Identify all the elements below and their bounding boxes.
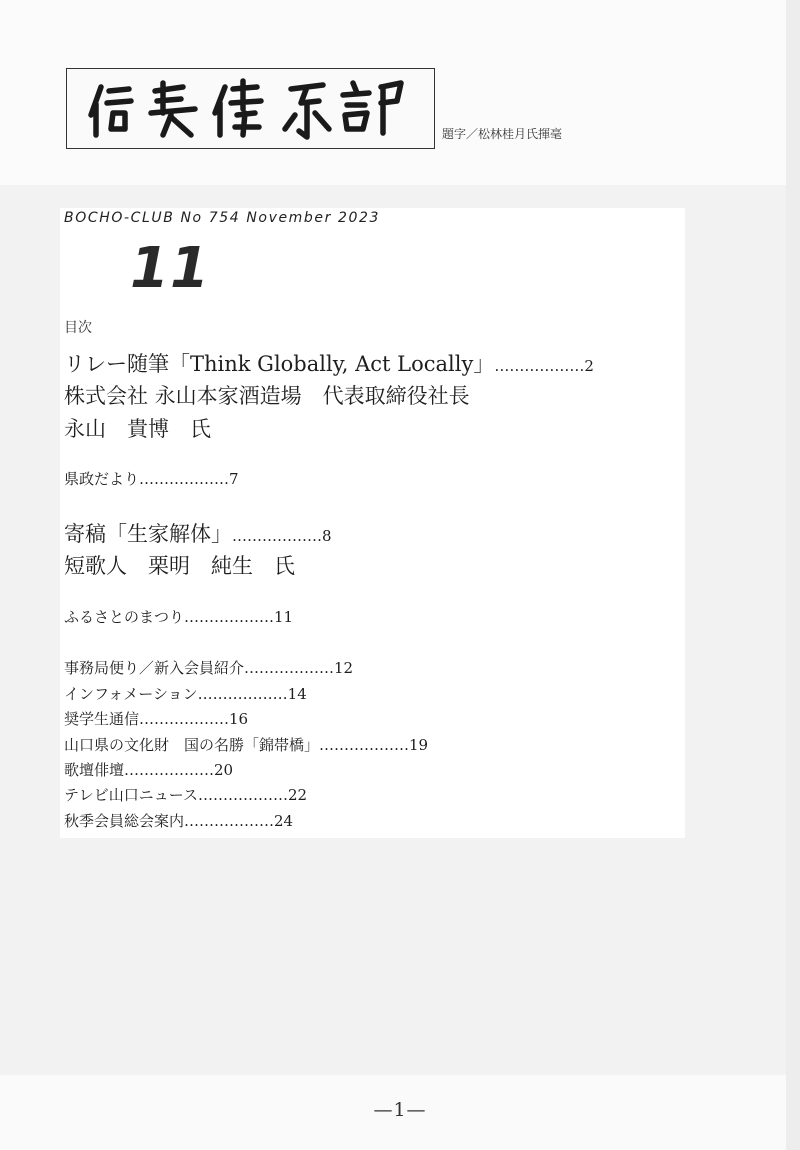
- toc-page-number: 12: [334, 659, 354, 677]
- toc-entry-title: 歌壇俳壇: [64, 761, 125, 779]
- toc-entry-title: 奨学生通信: [64, 710, 140, 728]
- toc-leader: ………………: [197, 786, 288, 804]
- toc-entry-title: ふるさとのまつり: [64, 608, 185, 626]
- contents-heading: 目次: [64, 320, 92, 336]
- toc-entry[interactable]: [64, 657, 353, 678]
- toc-page-number: 2: [584, 357, 594, 375]
- toc-entry-prefecture-news[interactable]: [64, 468, 239, 489]
- issue-info: BOCHO-CLUB No 754 November 2023: [64, 210, 381, 226]
- calligraphy-logo-image: [67, 69, 436, 150]
- toc-entry-festival[interactable]: [64, 606, 293, 627]
- toc-entry-title: 県政だより: [64, 470, 140, 488]
- toc-page-number: 7: [229, 470, 239, 488]
- toc-essay-affiliation: 株式会社 永山本家酒造場 代表取締役社長: [64, 384, 470, 408]
- toc-entry-title: リレー随筆「Think Globally, Act Locally」: [64, 352, 495, 376]
- title-credit: 題字／松林桂月氏揮毫: [442, 127, 563, 141]
- toc-entry-essay[interactable]: [64, 348, 594, 378]
- toc-entry-title: 山口県の文化財 国の名勝「錦帯橋」: [64, 736, 320, 754]
- toc-entry-title: 事務局便り／新入会員紹介: [64, 659, 245, 677]
- toc-entry-title: インフォメーション: [64, 685, 198, 703]
- toc-page-number: 19: [409, 736, 429, 754]
- toc-essay-author: 永山 貴博 氏: [64, 417, 211, 441]
- title-logo: [66, 68, 435, 149]
- toc-entry[interactable]: [64, 708, 248, 729]
- toc-entry[interactable]: [64, 810, 293, 831]
- toc-entry-contribution[interactable]: [64, 518, 332, 548]
- toc-leader: ………………: [197, 685, 288, 703]
- toc-page-number: 22: [287, 786, 308, 804]
- issue-month-number: 11: [130, 236, 210, 301]
- toc-entry-title: 秋季会員総会案内: [64, 812, 185, 830]
- toc-entry-title: テレビ山口ニュース: [64, 786, 198, 804]
- toc-entry-title: 寄稿「生家解体」: [64, 522, 232, 546]
- toc-leader: ………………: [139, 710, 230, 728]
- toc-leader: ………………: [184, 608, 275, 626]
- toc-page-number: 8: [322, 527, 332, 545]
- toc-page-number: 20: [214, 761, 234, 779]
- toc-page-number: 11: [274, 608, 294, 626]
- page-edge: [786, 0, 800, 1150]
- toc-entry[interactable]: [64, 784, 307, 805]
- toc-leader: ………………: [124, 761, 215, 779]
- toc-leader: ………………: [184, 812, 275, 830]
- toc-entry[interactable]: [64, 759, 233, 780]
- toc-contribution-author: 短歌人 栗明 純生 氏: [64, 554, 295, 578]
- toc-leader: ………………: [244, 659, 335, 677]
- toc-page-number: 14: [287, 685, 307, 703]
- toc-leader: ………………: [139, 470, 230, 488]
- toc-entry[interactable]: [64, 734, 428, 755]
- toc-leader: ………………: [232, 527, 322, 545]
- page-number: —1—: [373, 1099, 427, 1121]
- toc-page-number: 16: [229, 710, 249, 728]
- toc-page-number: 24: [274, 812, 294, 830]
- toc-leader: ………………: [494, 357, 585, 375]
- toc-leader: ………………: [319, 736, 410, 754]
- toc-entry[interactable]: [64, 683, 307, 704]
